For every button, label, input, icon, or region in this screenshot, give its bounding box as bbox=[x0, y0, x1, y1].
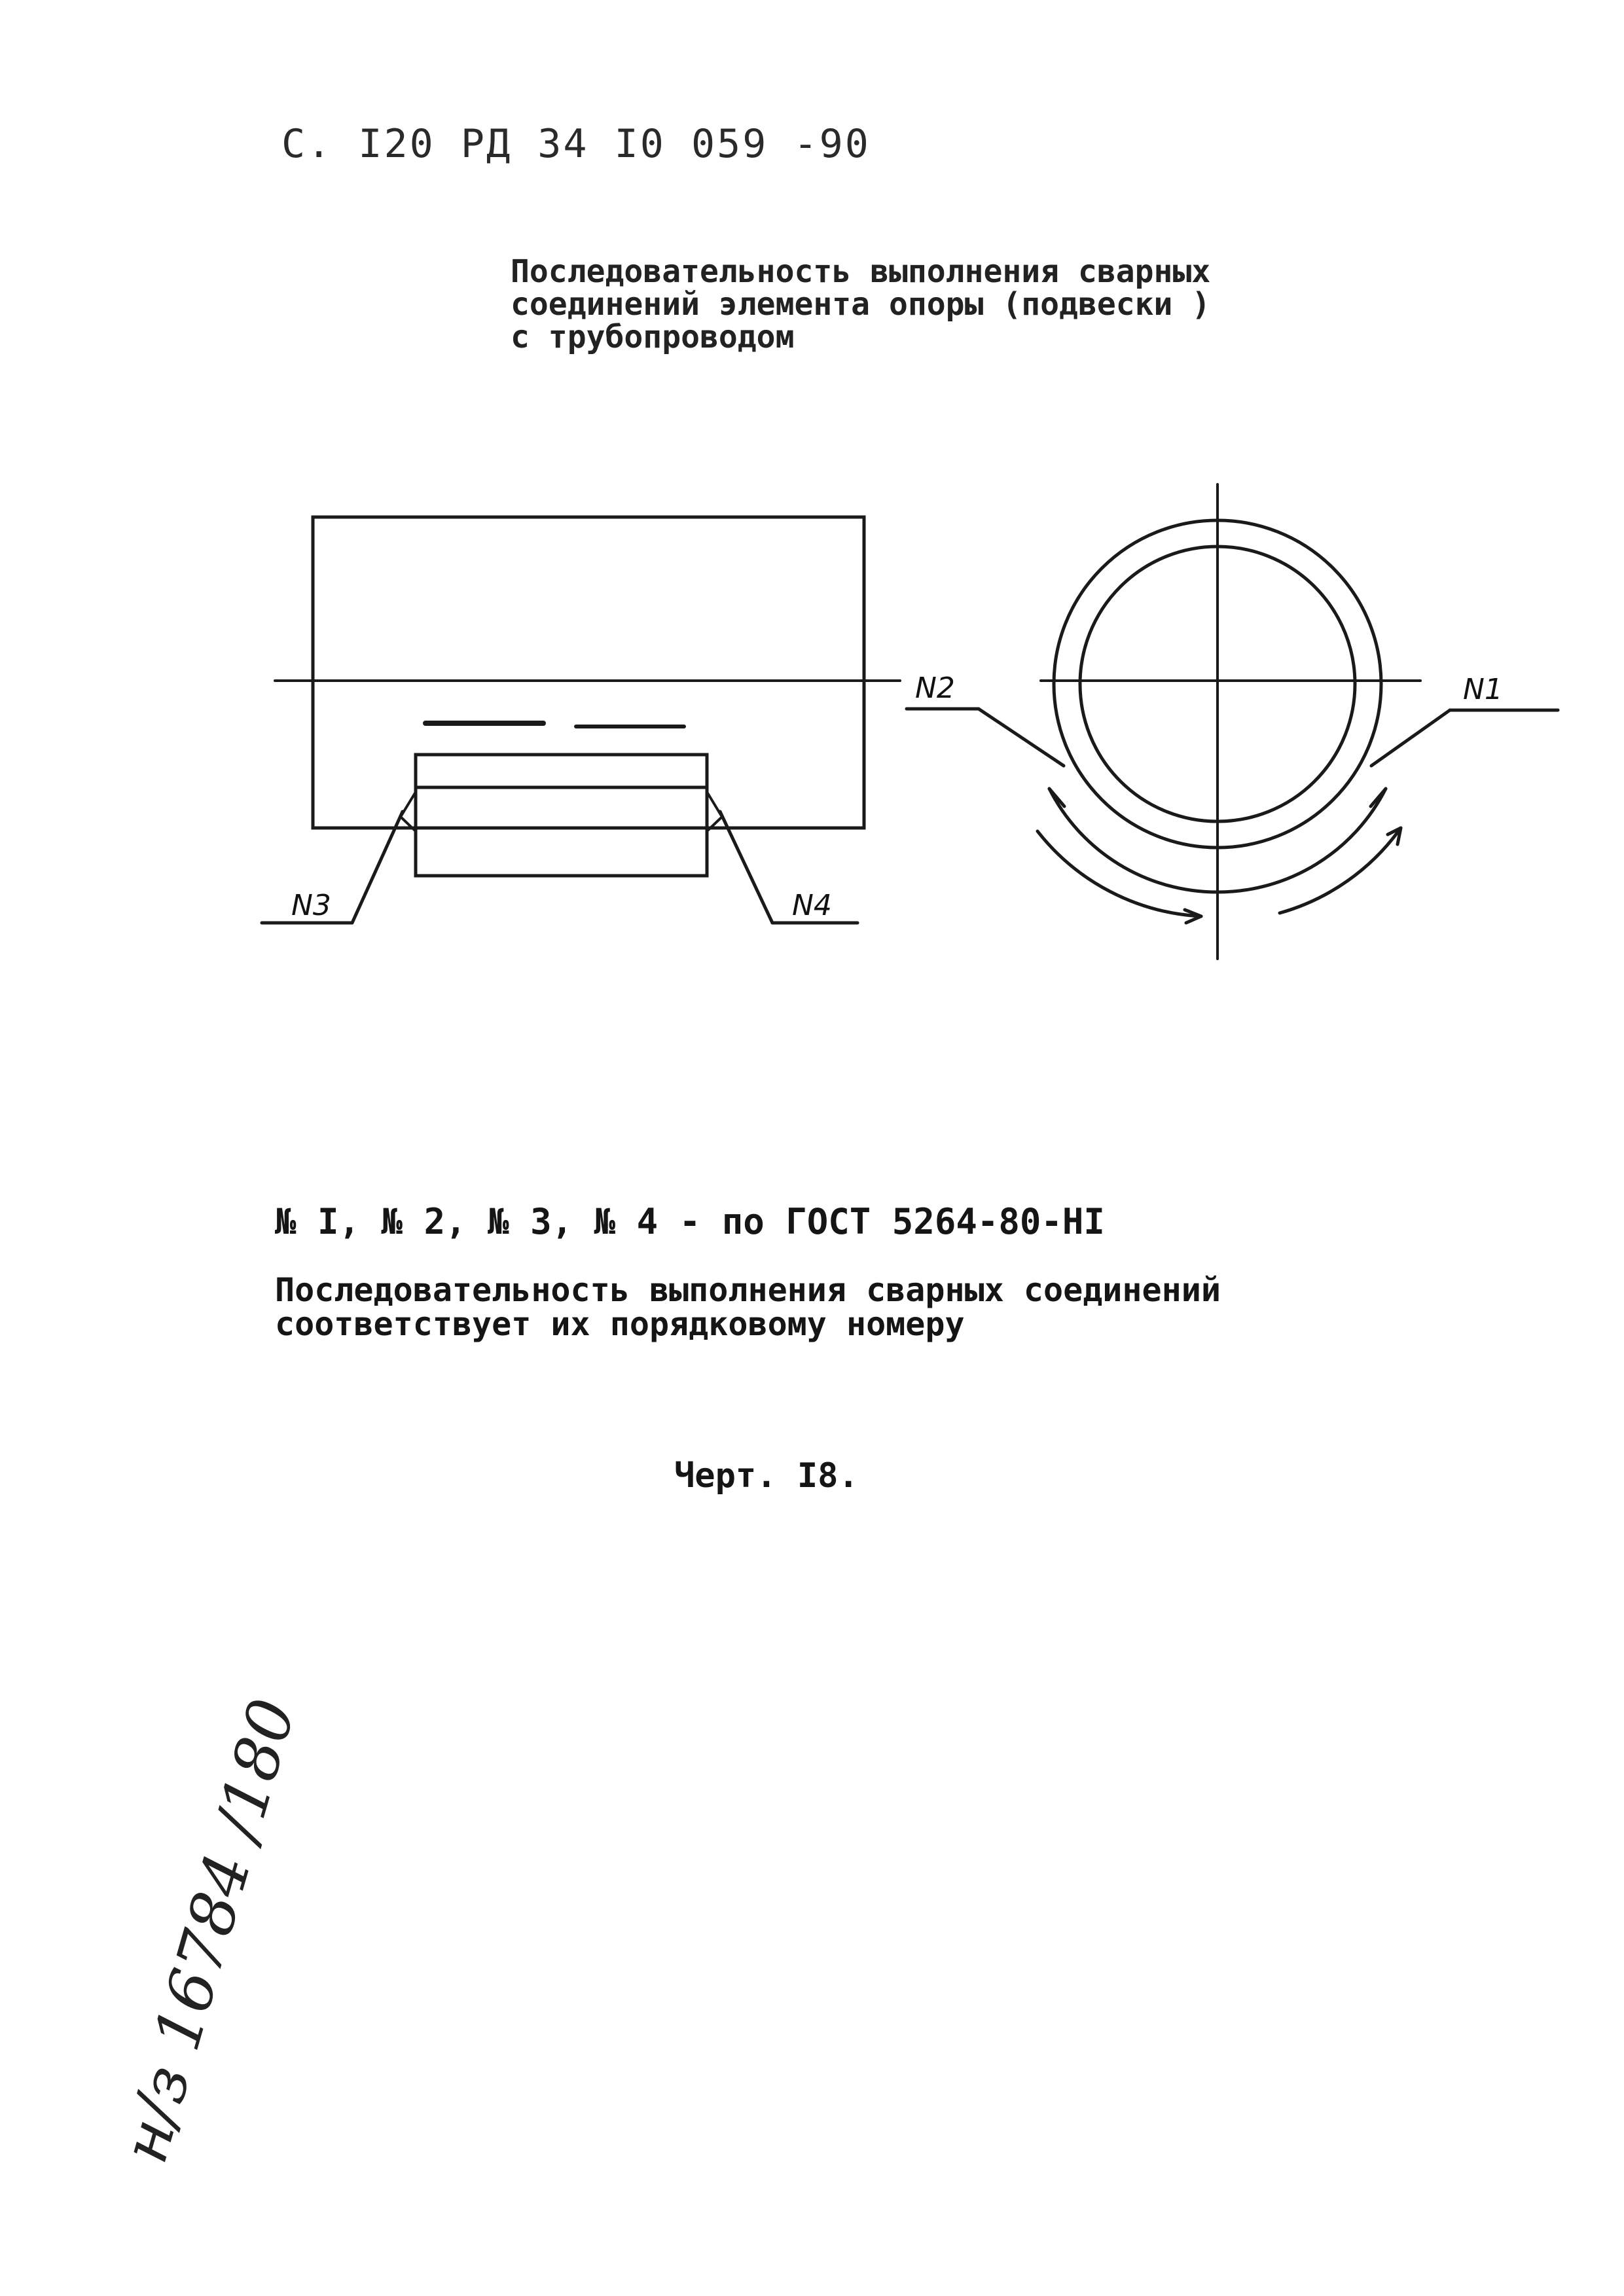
support-element-side-view bbox=[401, 755, 722, 876]
note-line-1: Последовательность выполнения сварных соединений bbox=[275, 1271, 1221, 1309]
pipe-side-view bbox=[275, 517, 900, 828]
weld-1-label: N1 bbox=[1463, 673, 1503, 706]
weld-2-leader bbox=[907, 709, 1064, 766]
figure-caption: Черт. I8. bbox=[674, 1456, 859, 1496]
title-line-2: соединений элемента опоры (подвески ) bbox=[511, 286, 1211, 323]
title-line-1: Последовательность выполнения сварных bbox=[511, 253, 1211, 290]
page-header: С. I20 РД 34 I0 059 -90 bbox=[281, 121, 871, 167]
weld-1-leader bbox=[1371, 710, 1558, 766]
handwritten-stamp: н/з 16784 /180 bbox=[107, 1691, 310, 2171]
weld-standard-note: № I, № 2, № 3, № 4 - по ГОСТ 5264-80-HI bbox=[275, 1201, 1105, 1242]
weld-3-label: N3 bbox=[291, 889, 331, 922]
note-line-2: соответствует их порядковому номеру bbox=[275, 1305, 965, 1343]
welding-sequence-note bbox=[275, 1273, 1221, 1341]
title-line-3: с трубопроводом bbox=[511, 319, 795, 355]
weld-4-label: N4 bbox=[792, 889, 832, 922]
pipe-section-view bbox=[1041, 484, 1420, 959]
weld-2-label: N2 bbox=[915, 672, 955, 705]
